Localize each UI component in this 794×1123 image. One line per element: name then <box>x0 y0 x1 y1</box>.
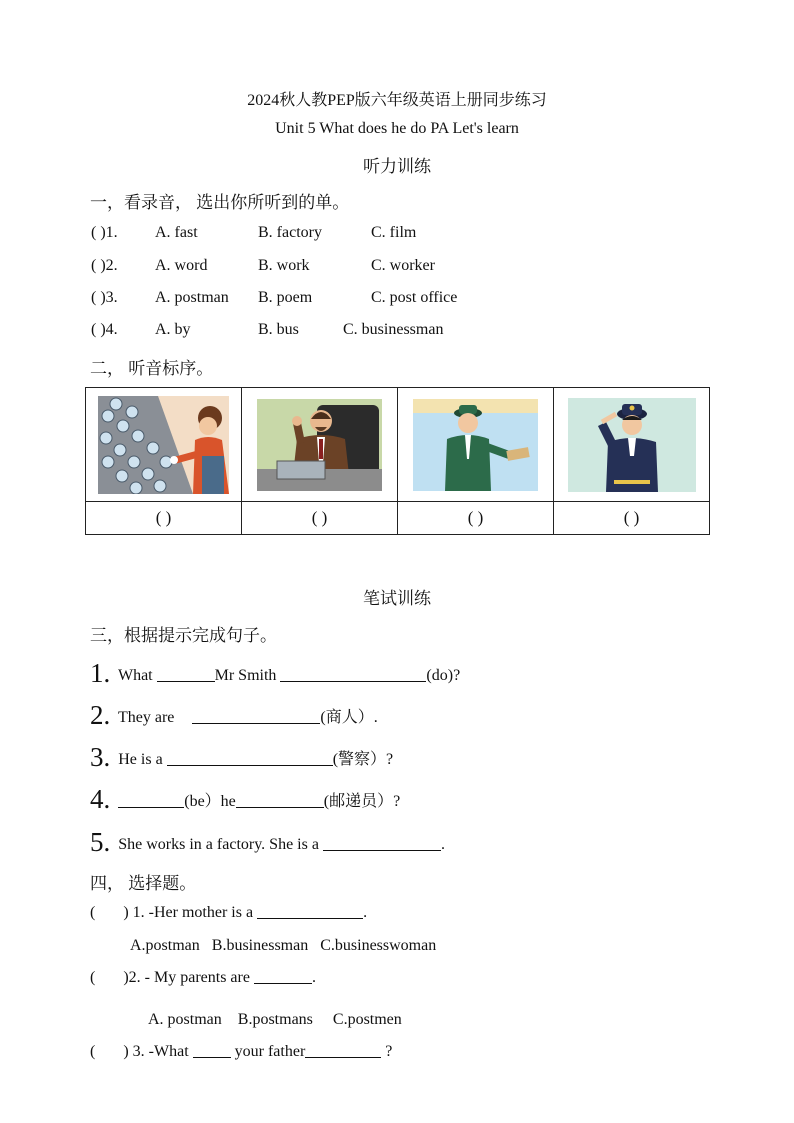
answer-paren[interactable]: ( )1. <box>91 224 118 241</box>
answer-blank[interactable] <box>257 904 363 919</box>
option-b: B. factory <box>258 224 322 241</box>
answer-blank[interactable] <box>254 969 312 984</box>
answer-blank[interactable] <box>305 1043 381 1058</box>
question-stem: ( ) 1. -Her mother is a <box>90 904 254 921</box>
question-end: ? <box>385 1043 393 1060</box>
option-b: B. work <box>258 257 310 274</box>
sentence-5 <box>90 827 445 858</box>
question-stem: ( )2. - My parents are <box>90 969 250 986</box>
answer-blank[interactable] <box>192 709 320 724</box>
answer-paren[interactable]: ( )3. <box>91 289 118 306</box>
question-stem: ( ) 3. -What <box>90 1043 189 1060</box>
answer-blank[interactable] <box>118 793 184 808</box>
choice-options-1: A.postman B.businessman C.businesswoman <box>130 937 437 954</box>
sentence-text: He is a <box>118 751 163 768</box>
sentence-text: (be）he <box>184 793 236 810</box>
order-blank[interactable]: ( ) <box>86 502 242 535</box>
option-c: C. worker <box>371 257 435 274</box>
question-end: . <box>311 969 316 986</box>
choice-question-1 <box>90 904 367 922</box>
factory-worker-picture <box>98 396 229 494</box>
postman-picture <box>413 399 538 491</box>
answer-blank[interactable] <box>323 836 441 851</box>
option-b: B. bus <box>258 321 299 338</box>
picture-cell <box>554 388 710 502</box>
choice-options-2: A. postman B.postmans C.postmen <box>148 1011 402 1028</box>
sentence-text: . <box>440 836 445 853</box>
written-section-title: 笔试训练 <box>363 589 431 608</box>
order-blank[interactable]: ( ) <box>398 502 554 535</box>
policewoman-picture <box>568 398 696 492</box>
part3-heading: 三，根据提示完成句子。 <box>90 626 277 645</box>
option-a: A. by <box>155 321 191 338</box>
choice-question-3 <box>90 1043 392 1061</box>
question-number: 1. <box>90 658 111 688</box>
sentence-text: (do)? <box>426 667 461 684</box>
part1-heading: 一，看录音， 选出你所听到的单。 <box>90 193 350 212</box>
sentence-3 <box>90 742 393 773</box>
picture-cell <box>398 388 554 502</box>
question-number: 3. <box>90 742 111 772</box>
question-number: 2. <box>90 700 111 730</box>
answer-blank[interactable] <box>193 1043 231 1058</box>
picture-order-table <box>85 387 710 535</box>
sentence-1 <box>90 658 460 689</box>
sentence-4 <box>90 784 400 815</box>
sentence-text: (邮递员）? <box>323 793 401 810</box>
businessman-picture <box>257 399 382 491</box>
worksheet-title: 2024秋人教PEP版六年级英语上册同步练习 <box>247 92 547 109</box>
sentence-text: They are <box>117 709 175 726</box>
question-end: . <box>363 904 368 921</box>
option-c: C. businessman <box>343 321 444 338</box>
choice-question-2 <box>90 969 316 987</box>
sentence-text: Mr Smith <box>214 667 277 684</box>
part4-heading: 四， 选择题。 <box>90 874 197 893</box>
option-a: A. postman <box>155 289 229 306</box>
option-c: C. film <box>371 224 417 241</box>
order-blank[interactable]: ( ) <box>554 502 710 535</box>
listening-section-title: 听力训练 <box>363 157 431 176</box>
sentence-text: What <box>117 667 153 684</box>
question-number: 5. <box>90 827 111 857</box>
answer-blank[interactable] <box>280 667 426 682</box>
sentence-text: (商人）. <box>320 709 378 726</box>
sentence-text: She works in a factory. She is a <box>118 836 319 853</box>
answer-blank[interactable] <box>167 751 333 766</box>
option-a: A. word <box>155 257 208 274</box>
question-text: your father <box>234 1043 306 1060</box>
picture-cell <box>242 388 398 502</box>
picture-cell <box>86 388 242 502</box>
option-c: C. post office <box>371 289 458 306</box>
answer-paren[interactable]: ( )2. <box>91 257 118 274</box>
order-blank[interactable]: ( ) <box>242 502 398 535</box>
question-number: 4. <box>90 784 111 814</box>
sentence-2 <box>90 700 378 731</box>
answer-paren[interactable]: ( )4. <box>91 321 118 338</box>
part2-heading: 二， 听音标序。 <box>90 359 214 378</box>
option-a: A. fast <box>155 224 198 241</box>
sentence-text: (警察）? <box>332 751 394 768</box>
answer-blank[interactable] <box>157 667 215 682</box>
answer-blank[interactable] <box>236 793 324 808</box>
option-b: B. poem <box>258 289 313 306</box>
unit-subtitle: Unit 5 What does he do PA Let's learn <box>275 120 519 137</box>
